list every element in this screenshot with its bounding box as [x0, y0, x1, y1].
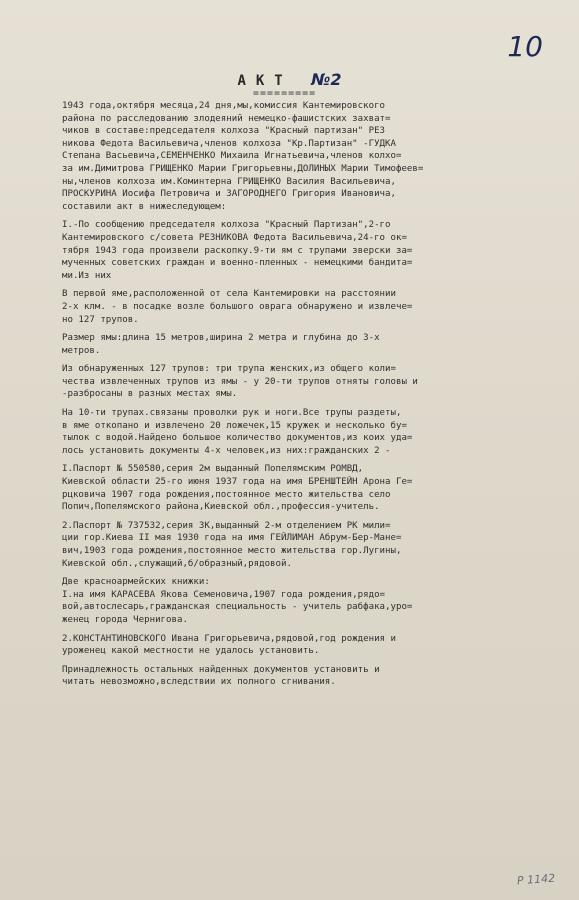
- text-line: тября 1943 года произвели раскопку.9-ти ям с трупами зверски за=: [62, 245, 413, 256]
- text-line: Киевской обл.,служащий,б/образный,рядовой.: [62, 558, 292, 569]
- text-line: Две красноармейских книжки:: [62, 577, 210, 588]
- text-line: I.-По сообщению председателя колхоза "Красный Партизан",2-го: [62, 220, 391, 231]
- text-line: читать невозможно,вследствии их полного сгнивания.: [62, 677, 336, 688]
- text-line: тылок с водой.Найдено большое количество документов,из коих уда=: [62, 433, 413, 444]
- text-line: вич,1903 года рождения,постоянное место жительства гор.Лугины,: [62, 546, 402, 556]
- text-line: ции гор.Киева II мая 1930 года на имя ГЕЙЛИМАН Абрум-Бер-Мане=: [62, 533, 402, 544]
- text-line: 2-х клм. - в посадке возле большого оврага обнаружено и извлече=: [62, 301, 413, 312]
- text-line: чиков в составе:председателя колхоза "Красный партизан" РЕЗ: [62, 126, 386, 137]
- text-line: рцковича 1907 года рождения,постоянное место жительства село: [62, 489, 391, 500]
- text-line: Принадлежность остальных найденных документов установить и: [62, 664, 380, 675]
- text-line: Степана Васьевича,СЕМЕНЧЕНКО Михаила Игнатьевича,членов колхо=: [62, 151, 402, 162]
- text-line: В первой яме,расположенной от села Кантемировки на расстоянии: [62, 289, 396, 300]
- text-line: чества извлеченных трупов из ямы - у 20-ти трупов отняты головы и: [62, 376, 418, 387]
- text-line: ны,членов колхоза им.Коминтерна ГРИЩЕНКО Василия Васильевича,: [62, 176, 396, 187]
- document-title: [0, 70, 579, 89]
- text-line: 2.КОНСТАНТИНОВСКОГО Ивана Григорьевича,рядовой,год рождения и: [62, 633, 396, 644]
- title-underline: =========: [253, 88, 317, 99]
- text-line: ПРОСКУРИНА Иосифа Петровича и ЗАГОРОДНЕГО Григория Ивановича,: [62, 189, 396, 200]
- text-line: женец города Чернигова.: [62, 614, 188, 625]
- text-line: I.Паспорт № 550580,серия 2м выданный Попелямским РОМВД,: [62, 464, 364, 475]
- text-line: ми.Из них: [62, 270, 112, 281]
- text-line: мученных советских граждан и военно-пленных - немецкими бандита=: [62, 258, 413, 269]
- text-line: в яме откопано и извлечено 20 ложечек,15 кружек и несколько бу=: [62, 420, 407, 431]
- title-text: АКТ: [237, 73, 293, 89]
- text-line: 1943 года,октября месяца,24 дня,мы,комиссия Кантемировского: [62, 101, 386, 111]
- text-line: никова Федота Васильевича,членов колхоза "Кр.Партизан" -ГУДКА: [62, 138, 396, 149]
- text-line: Кантемировского с/совета РЕЗНИКОВА Федота Васильевича,24-го ок=: [62, 232, 407, 243]
- document-body: [62, 100, 527, 689]
- text-line: Из обнаруженных 127 трупов: три трупа женских,из общего коли=: [62, 364, 396, 375]
- title-number: №2: [311, 70, 342, 89]
- text-line: но 127 трупов.: [62, 314, 139, 325]
- text-line: метров.: [62, 345, 101, 356]
- text-line: уроженец какой местности не удалось установить.: [62, 646, 320, 657]
- text-line: Размер ямы:длина 15 метров,ширина 2 метра и глубина до 3-х: [62, 333, 380, 344]
- page-number: 10: [507, 30, 543, 63]
- text-line: лось установить документы 4-х человек,из них:гражданских 2 -: [62, 445, 391, 456]
- text-line: района по расследованию злодеяний немецко-фашистских захват=: [62, 113, 391, 124]
- text-line: составили акт в нижеследующем:: [62, 201, 227, 212]
- text-line: Попич,Попелямского района,Киевской обл.,профессия-учитель.: [62, 502, 380, 513]
- text-line: за им.Димитрова ГРИЩЕНКО Марии Григорьевны,ДОЛИНЫХ Марии Тимофеев=: [62, 163, 424, 174]
- text-line: Киевской области 25-го июня 1937 года на имя БРЕНШТЕЙН Арона Ге=: [62, 477, 413, 488]
- text-line: На 10-ти трупах.связаны проволки рук и ноги.Все трупы раздеты,: [62, 408, 402, 419]
- text-line: вой,автослесарь,гражданская специальность - учитель рабфака,уро=: [62, 602, 413, 613]
- text-line: I.на имя КАРАСЕВА Якова Семеновича,1907 года рождения,рядо=: [62, 589, 386, 600]
- archive-stamp: Р 1142: [516, 871, 556, 888]
- text-line: -разбросаны в разных местах ямы.: [62, 389, 238, 400]
- text-line: 2.Паспорт № 737532,серия 3К,выданный 2-м отделением РК мили=: [62, 520, 391, 531]
